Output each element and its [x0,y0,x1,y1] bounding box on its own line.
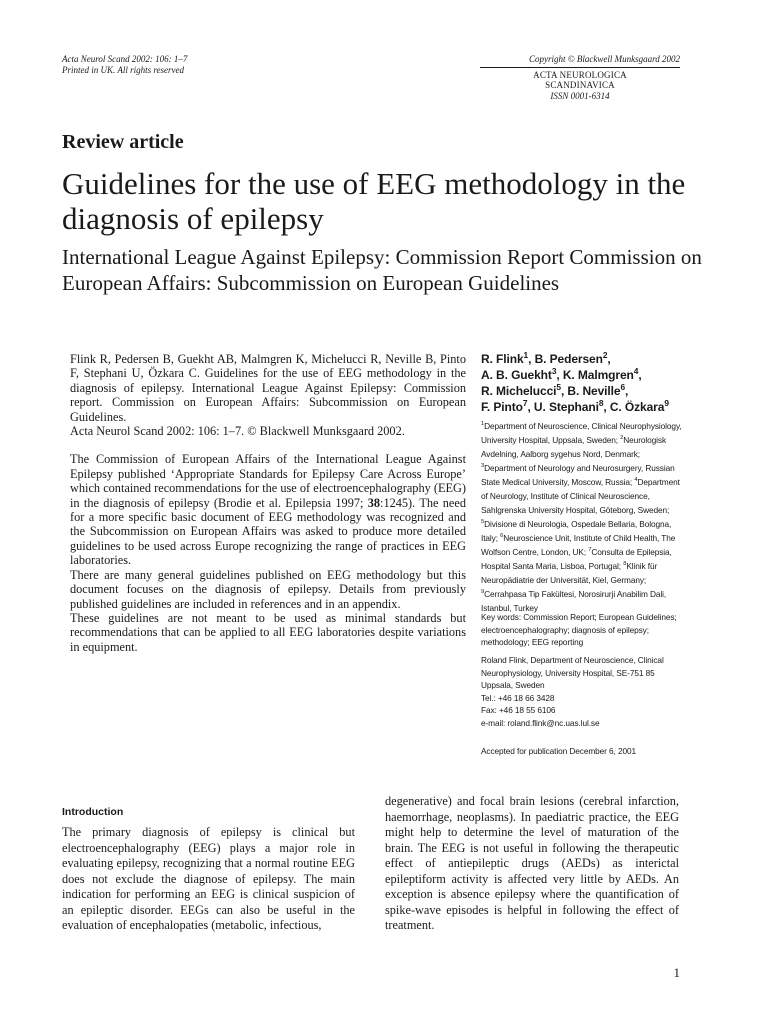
abstract-paragraph: These guidelines are not meant to be used as minimal standards but recommendations that can be applied to all EEG laboratories despite variations in equipment. [70,610,466,654]
correspondence-name: Roland Flink, Department of Neuroscience, Clinical Neurophysiology, University Hospital, SE-751 85 [481,655,664,678]
abstract-paragraph: The Commission of European Affairs of the International League Against Epilepsy published ‘Appropriate Standards for Epilepsy Care Across Europe’ which contained recommendations for the use of electroencephalography (EEG) in the diagnosis of epilepsy (Brodie et al. Epilepsia 1997; 38:1245). The need for a more specific basic document of EEG methodology was recognized and the Subcommission on European Affairs was asked to produce more detailed guidelines to be used across Europe recognizing the range of practices in EEG laboratories. [70,452,466,568]
author: U. Stephani$^8$, [533,398,610,414]
abstract-citation-source: Acta Neurol Scand 2002: 106: 1–7. © Blackwell Munksgaard 2002. [70,424,405,439]
author: B. Pedersen$^2$, [534,350,611,366]
author: K. Malmgren$^4$, [562,366,642,382]
author-list [481,351,711,415]
abstract-paragraph: There are many general guidelines published on EEG methodology but this document focuses on the diagnosis of epilepsy. Details from previously published guidelines are included in references and in an appendix. [70,567,466,611]
citation-line: Acta Neurol Scand 2002: 106: 1–7 [62,54,188,64]
journal-name-line1: ACTA NEUROLOGICA [533,69,627,80]
author: R. Michelucci$^5$, [481,382,568,398]
correspondence-city: Uppsala, Sweden [481,680,545,691]
section-heading: Introduction [62,806,124,818]
page-number: 1 [673,965,680,980]
accepted-date: Accepted for publication December 6, 2001 [481,746,637,756]
copyright-line: Copyright © Blackwell Munksgaard 2002 [480,54,680,68]
journal-header [480,54,680,101]
issn: ISSN 0001-6314 [550,90,610,101]
correspondence [481,654,687,730]
author: A. B. Guekht$^3$, [481,366,563,382]
body-paragraph: degenerative) and focal brain lesions (cerebral infarction, haemorrhage, neoplasms). In paediatric practice, the EEG might help to determine the level of maturation of the brain. The EEG is not useful in following the therapeutic effect of antiepileptic drugs (AEDs) as interictal epileptiform activity is affected very little by AEDs. An exception is absence epilepsy where the quantification of spike-wave episodes is helpful in following the effect of treatment. [385,794,679,932]
affiliations: $^1$Department of Neuroscience, Clinical Neurophysiology, University Hospital, Uppsala, Sweden; $^2$Neurologisk Avdelning, Aalborg sygehus Nord, Denmark; $^3$Department of Neurology and Neurosurgery, Russian State Medical University, Moscow, Russia; $^4$Department of Neurology, Institute of Clinical Neuroscience, Sahlgrenska University Hospital, Göteborg, Sweden; $^5$Divisione di Neurologia, Ospedale Bellaria, Bologna, Italy; $^6$Neuroscience Unit, Institute of Child Health, The Wolfson Centre, London, UK; $^7$Consulta de Epilepsia, Hospital Santa Maria, Lisboa, Portugal; $^8$Klinik für Neuropädiatrie der Universität, Kiel, Germany; $^9$Cerrahpasa Tip Fakültesi, Norosirurji Anabilim Dali, Istanbul, Turkey [481,421,682,613]
abstract [70,352,466,654]
citation-header [62,54,187,76]
body-column-right [385,794,679,934]
keywords: Key words: Commission Report; European Guidelines; electroencephalography; diagnosis of epilepsy; methodology; EEG reporting [481,612,677,648]
journal-name-line2: SCANDINAVICA [545,80,615,90]
correspondence-tel: Tel.: +46 18 66 3428 [481,692,555,703]
author: R. Flink$^1$, [481,350,535,366]
correspondence-fax: Fax: +46 18 55 6106 [481,705,556,716]
article-subtitle: International League Against Epilepsy: Commission Report Commission on European Affairs: Subcommission on European Guidelines [62,245,702,295]
article-title: Guidelines for the use of EEG methodology in the diagnosis of epilepsy [62,166,686,236]
rights-line: Printed in UK. All rights reserved [62,65,184,75]
author: C. Özkara$^9$ [609,398,669,414]
body-column-left [62,825,355,934]
body-paragraph: The primary diagnosis of epilepsy is clinical but electroencephalography (EEG) plays a major role in evaluating epilepsy, recognizing that a normal routine EEG does not exclude the diagnose of epilepsy. The main indication for performing an EEG is clinical suspicion of an epileptic disorder. EEGs can also be useful in the evaluation of encephalopaties (metabolic, infectious, [62,825,355,932]
article-type: Review article [62,131,184,153]
author: B. Neville$^6$, [567,382,629,398]
author: F. Pinto$^7$, [481,398,534,414]
abstract-citation: Flink R, Pedersen B, Guekht AB, Malmgren K, Michelucci R, Neville B, Pinto F, Stephani U, Özkara C. Guidelines for the use of EEG methodology in the diagnosis of epilepsy. International League Against Epilepsy: Commission report. Commission on European Affairs: Subcommission on European Guidelines. [70,352,466,424]
correspondence-email: e-mail: roland.flink@nc.uas.lul.se [481,717,600,728]
volume-number: 38 [367,495,381,510]
